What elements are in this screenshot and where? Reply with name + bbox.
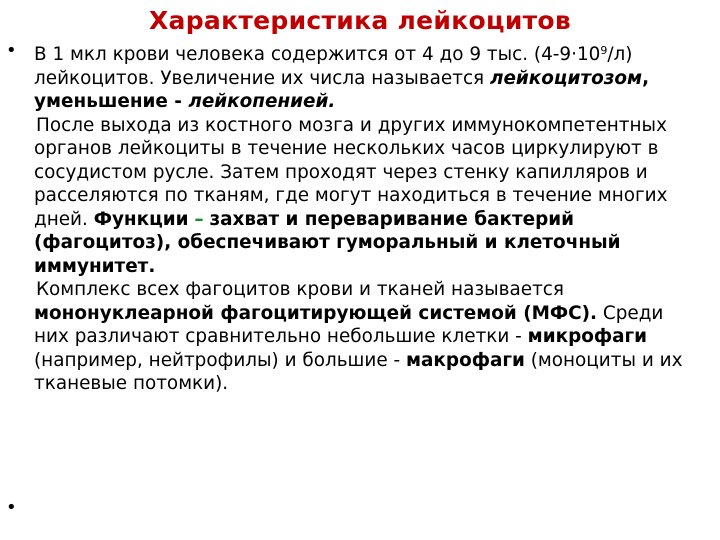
text-run: . bbox=[328, 91, 336, 112]
text-run: , уменьшение - bbox=[34, 67, 650, 112]
text-run: В 1 мкл крови человека содержится от 4 до 9 тыс. (4-9·10 bbox=[34, 44, 601, 65]
term-functions: Функции bbox=[93, 208, 189, 230]
text-run: Среди них различают сравнительно небольшие клетки - bbox=[34, 302, 664, 347]
paragraph-phagocyte-system bbox=[34, 278, 702, 396]
slide-title: Характеристика лейкоцитов bbox=[148, 6, 572, 35]
text-run: После выхода из костного мозга и других иммунокомпетентных органов лейкоциты в течение нескольких часов циркулируют в сосудистом русле. Затем проходят через стенку капилляров и расселяются по тканям, где могут находиться в течение многих дней. bbox=[34, 114, 668, 230]
functions-description: захват и переваривание бактерий (фагоцитоз), обеспечивают гуморальный и клеточный иммунитет. bbox=[34, 208, 621, 277]
term-macrophages: макрофаги bbox=[405, 349, 525, 371]
empty-bullet-marker: • bbox=[6, 497, 17, 518]
bullet-marker: • bbox=[6, 40, 17, 61]
text-run: (например, нейтрофилы) и большие - bbox=[34, 349, 406, 371]
term-microphages: микрофаги bbox=[527, 326, 648, 347]
paragraph-leukocyte-count bbox=[6, 39, 702, 114]
paragraph-leukocyte-functions bbox=[34, 114, 702, 279]
text-run: /л) лейкоцитов. Увеличение их числа называется bbox=[34, 44, 633, 89]
accent-dash: – bbox=[194, 208, 204, 230]
term-mps: мононуклеарной фагоцитирующей системой (МФС). bbox=[34, 302, 598, 324]
slide-body bbox=[6, 39, 702, 396]
text-run: Комплекс всех фагоцитов крови и тканей называется bbox=[36, 279, 564, 300]
term-leukopenia: лейкопенией bbox=[188, 91, 329, 112]
term-leukocytosis: лейкоцитозом bbox=[489, 67, 643, 89]
text-run: (моноциты и их тканевые потомки). bbox=[34, 349, 683, 394]
superscript-exponent: 9 bbox=[600, 44, 608, 57]
